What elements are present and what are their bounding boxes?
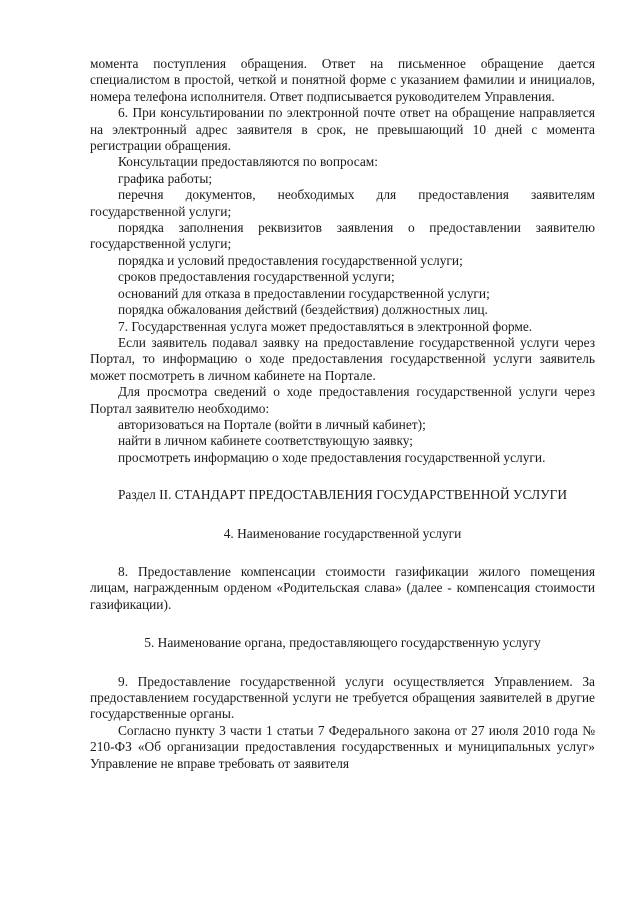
list-item-deadlines: сроков предоставления государственной услуги;	[118, 269, 395, 285]
list-item-appeal: порядка обжалования действий (бездействия) должностных лиц.	[118, 302, 488, 318]
paragraph-item-7: 7. Государственная услуга может предоставляться в электронной форме.	[118, 318, 533, 334]
paragraph-response-intro: момента поступления обращения. Ответ на письменное обращение дается специалистом в простой, четкой и понятной форме с указанием фамилии и инициалов, номера телефона исполнителя. Ответ подписывается руководителем Управления.	[90, 56, 595, 104]
paragraph-item-9: 9. Предоставление государственной услуги осуществляется Управлением. За предоставлением государственной услуги не требуется обращения заявителей в другие государственные органы.	[90, 673, 595, 722]
list-item-refusal-grounds: оснований для отказа в предоставлении государственной услуги;	[118, 285, 490, 301]
list-item-authorize: авторизоваться на Портале (войти в личный кабинет);	[118, 416, 426, 432]
paragraph-item-6: 6. При консультировании по электронной почте ответ на обращение направляется на электронный адрес заявителя в срок, не превышающий 10 дней с момента регистрации обращения.	[90, 105, 595, 154]
list-item-find-application: найти в личном кабинете соответствующую заявку;	[118, 433, 413, 449]
paragraph-portal-application: Если заявитель подавал заявку на предоставление государственной услуги через Портал, то информацию о ходе предоставления государственной услуги заявитель может посмотреть в личном кабинете на Портале.	[90, 334, 595, 383]
list-item-requisites: порядка заполнения реквизитов заявления о предоставлении заявителю государственной услуги;	[90, 220, 595, 252]
paragraph-item-8: 8. Предоставление компенсации стоимости газификации жилого помещения лицам, награжденным орденом «Родительская слава» (далее - компенсация стоимости газификации).	[90, 563, 595, 612]
section-title: Раздел II. СТАНДАРТ ПРЕДОСТАВЛЕНИЯ ГОСУДАРСТВЕННОЙ УСЛУГИ	[117, 487, 568, 503]
paragraph-portal-view: Для просмотра сведений о ходе предоставления государственной услуги через Портал заявителю необходимо:	[90, 384, 595, 416]
list-item-schedule: графика работы;	[118, 170, 213, 186]
list-item-documents: перечня документов, необходимых для предоставления заявителям государственной услуги;	[90, 187, 595, 219]
subsection-4-title: 4. Наименование государственной услуги	[223, 525, 462, 541]
document-page	[90, 56, 595, 772]
subsection-5-title: 5. Наименование органа, предоставляющего государственную услугу	[144, 635, 541, 651]
paragraph-consultation-topics: Консультации предоставляются по вопросам:	[118, 154, 379, 170]
paragraph-law-reference: Согласно пункту 3 части 1 статьи 7 Федерального закона от 27 июля 2010 года № 210-ФЗ «Об организации предоставления государственных и муниципальных услуг» Управление не вправе требовать от заявителя	[90, 722, 595, 771]
list-item-view-info: просмотреть информацию о ходе предоставления государственной услуги.	[118, 449, 546, 465]
list-item-conditions: порядка и условий предоставления государственной услуги;	[118, 252, 463, 268]
